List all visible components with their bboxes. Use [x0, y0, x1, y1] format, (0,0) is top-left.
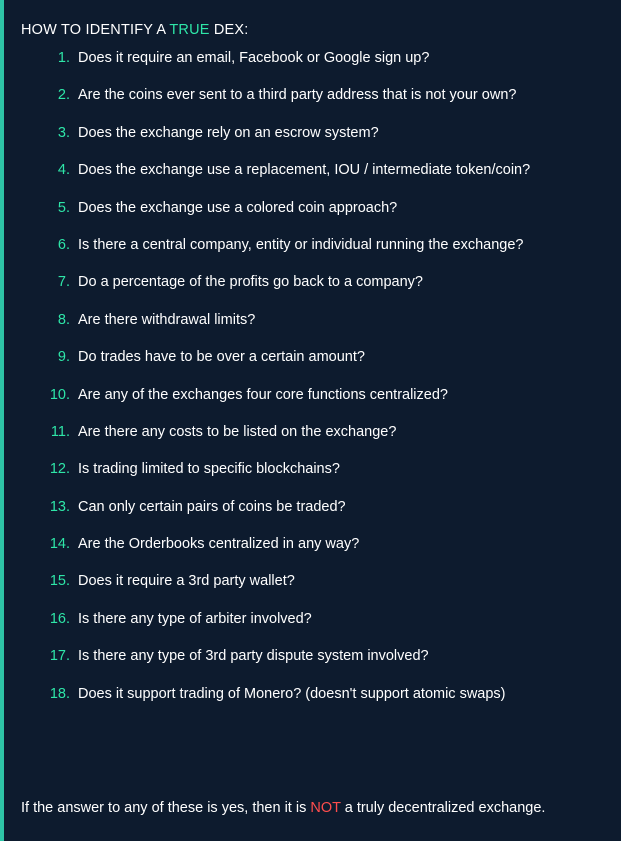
list-item — [42, 349, 601, 366]
list-item — [42, 648, 601, 665]
list-item — [42, 87, 601, 104]
list-item-label: Does it support trading of Monero? (doesn't support atomic swaps) — [78, 685, 506, 702]
list-item — [42, 573, 601, 590]
list-item-number: 11. — [50, 423, 70, 440]
list-item — [42, 499, 601, 516]
list-item-number: 13. — [49, 498, 70, 515]
list-item-number: 9. — [57, 349, 70, 366]
list-item-number: 18. — [49, 685, 70, 702]
list-item-number: 1. — [57, 50, 70, 66]
list-item — [42, 387, 601, 404]
list-item — [42, 424, 601, 441]
page-title-suffix: DEX: — [209, 22, 249, 38]
list-item — [42, 461, 601, 478]
list-item-number: 8. — [57, 311, 70, 328]
list-item-number: 3. — [57, 124, 70, 141]
footer-note — [21, 800, 545, 816]
list-item-number: 7. — [57, 274, 70, 291]
page-title — [21, 22, 601, 38]
list-item-label: Does the exchange use a colored coin approach? — [78, 199, 398, 216]
list-item-number: 14. — [49, 536, 70, 553]
list-item-label: Is there any type of 3rd party dispute system involved? — [78, 648, 429, 665]
list-item-label: Does the exchange rely on an escrow system? — [78, 124, 379, 141]
list-item-label: Does it require a 3rd party wallet? — [78, 573, 295, 590]
list-item-label: Are there withdrawal limits? — [78, 311, 256, 328]
footer-prefix: If the answer to any of these is yes, then it is — [21, 800, 311, 816]
list-item-label: Are there any costs to be listed on the exchange? — [78, 423, 397, 440]
list-item — [42, 237, 601, 254]
list-item-number: 17. — [49, 648, 70, 665]
list-item — [42, 274, 601, 291]
page-title-highlight: TRUE — [169, 22, 210, 38]
list-item-number: 16. — [49, 610, 70, 627]
list-item — [42, 611, 601, 628]
list-item-label: Do trades have to be over a certain amount? — [78, 349, 365, 366]
list-item-number: 15. — [49, 573, 70, 590]
page-title-prefix: HOW TO IDENTIFY A — [21, 22, 170, 38]
list-item-number: 12. — [49, 461, 70, 478]
list-item — [42, 162, 601, 179]
list-item-label: Are the Orderbooks centralized in any way? — [78, 536, 360, 553]
footer-suffix: a truly decentralized exchange. — [340, 800, 546, 816]
list-item — [42, 125, 601, 142]
list-item-number: 5. — [57, 199, 70, 216]
list-item-label: Do a percentage of the profits go back to a company? — [78, 274, 423, 291]
list-item — [42, 536, 601, 553]
list-item-label: Is there a central company, entity or individual running the exchange? — [78, 236, 524, 253]
list-item — [42, 686, 601, 703]
footer-highlight: NOT — [310, 800, 341, 816]
list-item-number: 2. — [57, 87, 70, 104]
list-item-label: Does the exchange use a replacement, IOU / intermediate token/coin? — [78, 162, 531, 179]
list-item — [42, 200, 601, 217]
list-item-label: Is there any type of arbiter involved? — [78, 610, 312, 627]
list-item-number: 10. — [49, 386, 70, 403]
list-item-number: 4. — [57, 162, 70, 179]
list-item — [42, 50, 601, 67]
question-list — [20, 50, 601, 703]
list-item-label: Does it require an email, Facebook or Google sign up? — [78, 50, 430, 66]
list-item-label: Are any of the exchanges four core functions centralized? — [78, 386, 448, 403]
list-item-label: Are the coins ever sent to a third party address that is not your own? — [78, 87, 517, 104]
list-item-label: Is trading limited to specific blockchains? — [78, 461, 340, 478]
list-item — [42, 312, 601, 329]
list-item-label: Can only certain pairs of coins be traded? — [78, 498, 346, 515]
list-item-number: 6. — [57, 236, 70, 253]
